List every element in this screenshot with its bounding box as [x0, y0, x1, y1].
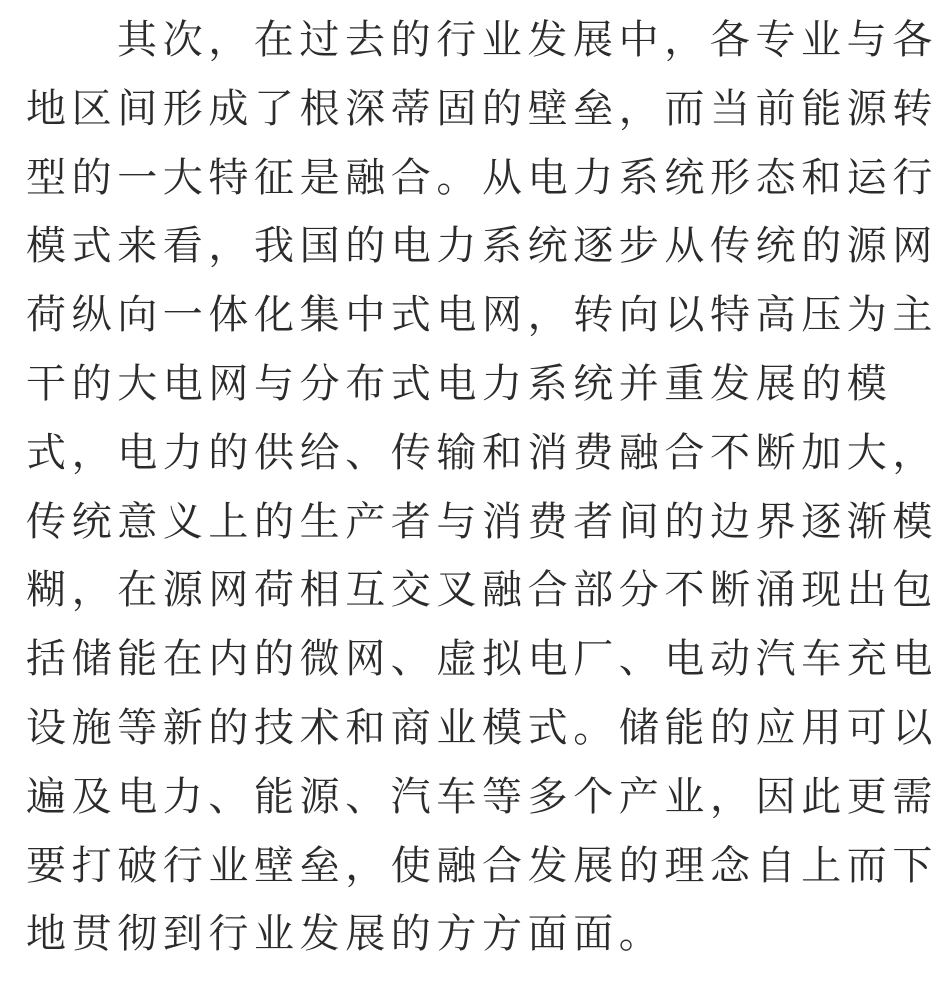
paragraph-line-8: 传统意义上的生产者与消费者间的边界逐渐模 [26, 498, 938, 545]
paragraph-line-6: 干的大电网与分布式电力系统并重发展的模 [26, 360, 893, 407]
paragraph-line-12: 遍及电力、能源、汽车等多个产业，因此更需 [26, 773, 938, 820]
paragraph-line-2: 地区间形成了根深蒂固的壁垒，而当前能源转 [26, 85, 938, 132]
paragraph-line-4: 模式来看，我国的电力系统逐步从传统的源网 [26, 223, 938, 270]
paragraph-line-11: 设施等新的技术和商业模式。储能的应用可以 [26, 704, 938, 751]
paragraph-line-7: 式，电力的供给、传输和消费融合不断加大， [26, 429, 938, 476]
paragraph-line-1: 其次，在过去的行业发展中，各专业与各 [117, 17, 938, 63]
paragraph-line-9: 糊，在源网荷相互交叉融合部分不断涌现出包 [26, 567, 938, 614]
paragraph-line-13: 要打破行业壁垒，使融合发展的理念自上而下 [26, 842, 938, 889]
article-paragraph [26, 6, 938, 969]
paragraph-line-10: 括储能在内的微网、虚拟电厂、电动汽车充电 [26, 636, 938, 683]
paragraph-line-5: 荷纵向一体化集中式电网，转向以特高压为主 [26, 292, 938, 339]
paragraph-line-14: 地贯彻到行业发展的方方面面。 [26, 911, 665, 958]
paragraph-line-3: 型的一大特征是融合。从电力系统形态和运行 [26, 154, 938, 201]
